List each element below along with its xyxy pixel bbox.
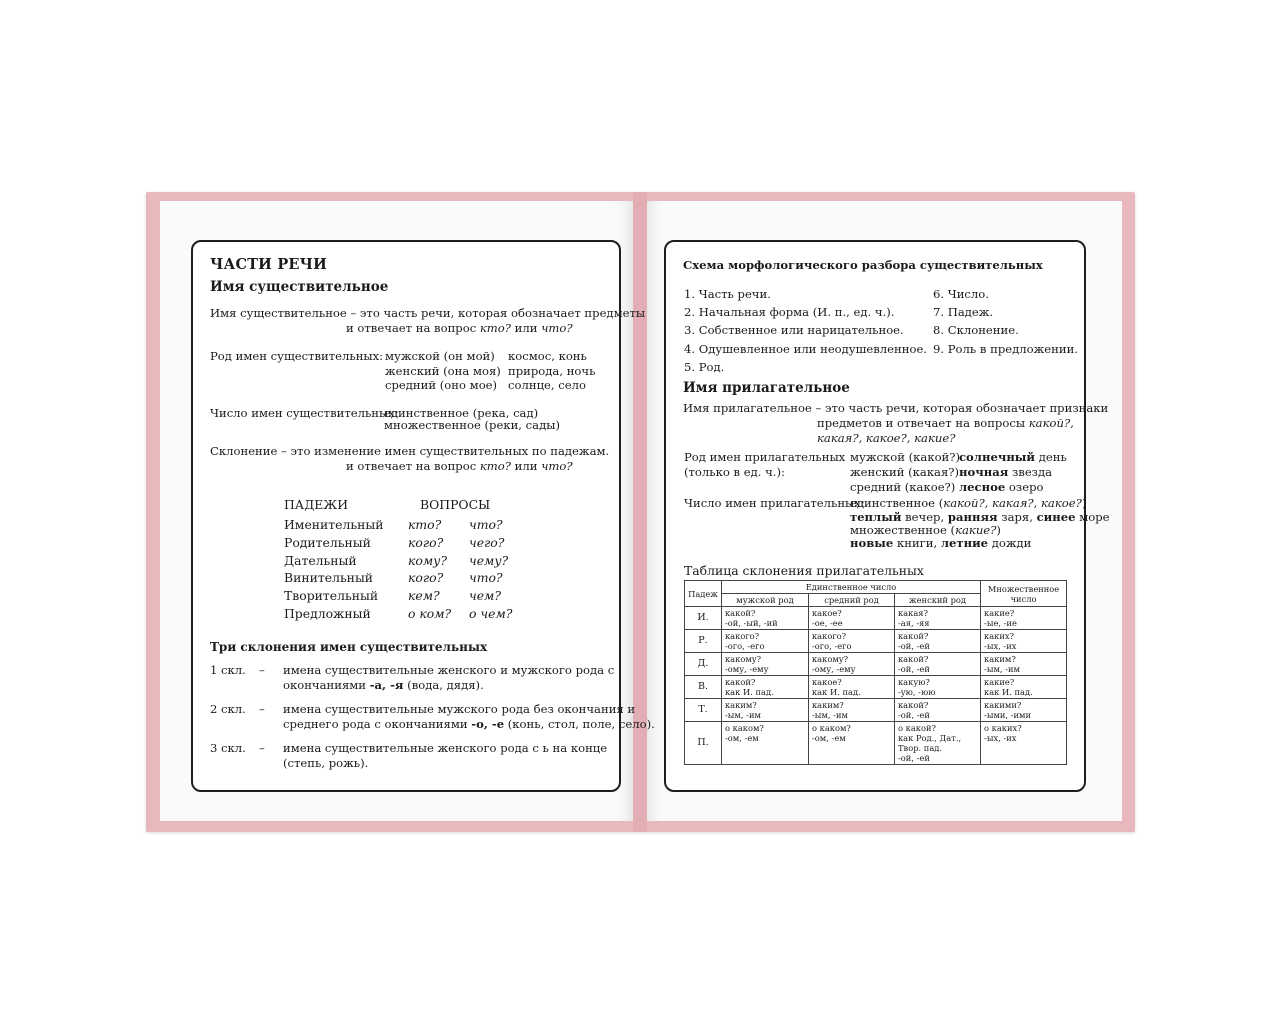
table-cell bbox=[722, 699, 809, 722]
noun-gender-form: средний (оно мое) bbox=[385, 378, 498, 392]
cell-ending: -ом, -ем bbox=[725, 733, 759, 743]
noun-gender-form: мужской (он мой) bbox=[385, 349, 495, 363]
cell-question: какого? bbox=[725, 631, 760, 641]
adjective-number-singular: единственное (какой?, какая?, какое?) bbox=[850, 496, 1087, 510]
case-question: чему? bbox=[469, 553, 509, 568]
table-row bbox=[685, 630, 1067, 653]
adjective-gender-example: ночная звезда bbox=[959, 465, 1053, 479]
case-question: чем? bbox=[469, 588, 501, 603]
case-question: о чем? bbox=[469, 606, 513, 621]
case-question: кем? bbox=[408, 588, 440, 603]
declension-text: окончаниями -а, -я (вода, дядя). bbox=[283, 678, 484, 692]
scheme-item: 4. Одушевленное или неодушевленное. bbox=[684, 342, 927, 356]
table-cell bbox=[895, 722, 981, 765]
case-question: что? bbox=[469, 517, 503, 532]
declension-definition-line1: Склонение – это изменение имен существительных по падежам. bbox=[210, 444, 610, 458]
declension-dash: – bbox=[259, 663, 265, 677]
cell-question: каких? bbox=[984, 631, 1015, 641]
table-cell bbox=[981, 653, 1067, 676]
case-question: кому? bbox=[408, 553, 447, 568]
cell-ending: как И. пад. bbox=[812, 687, 861, 697]
table-cell bbox=[981, 722, 1067, 765]
adjective-heading: Имя прилагательное bbox=[683, 380, 850, 396]
adjective-gender-label: Род имен прилагательных bbox=[684, 450, 846, 464]
cell-ending: Твор. пад. bbox=[898, 743, 943, 753]
cell-ending: -ым, -им bbox=[984, 664, 1020, 674]
declension-dash: – bbox=[259, 741, 265, 755]
noun-number-plural: множественное (реки, сады) bbox=[384, 418, 560, 432]
cell-question: какую? bbox=[898, 677, 930, 687]
adjective-gender-label-note: (только в ед. ч.): bbox=[684, 465, 785, 479]
table-case-label: В. bbox=[685, 676, 722, 699]
noun-gender-example: космос, конь bbox=[508, 349, 587, 363]
table-row bbox=[685, 676, 1067, 699]
table-header-case: Падеж bbox=[685, 581, 722, 607]
cell-ending: -ого, -его bbox=[725, 641, 765, 651]
cell-ending: -ому, -ему bbox=[812, 664, 856, 674]
cell-question: какой? bbox=[725, 677, 756, 687]
table-cell bbox=[722, 676, 809, 699]
declension-text: (степь, рожь). bbox=[283, 756, 369, 770]
table-cell bbox=[981, 607, 1067, 630]
adjective-number-plural: множественное (какие?) bbox=[850, 523, 1001, 537]
case-question: чего? bbox=[469, 535, 505, 550]
noun-gender-example: солнце, село bbox=[508, 378, 586, 392]
cell-ending: как Род., Дат., bbox=[898, 733, 962, 743]
adjective-gender-example: солнечный день bbox=[959, 450, 1067, 464]
cell-ending: -ой, -ей bbox=[898, 664, 930, 674]
scheme-item: 6. Число. bbox=[933, 287, 989, 301]
table-cell bbox=[809, 607, 895, 630]
table-cell bbox=[895, 653, 981, 676]
cell-ending: -ой, -ый, -ий bbox=[725, 618, 778, 628]
book-spine-gutter bbox=[633, 192, 647, 832]
cell-ending: -ой, -ей bbox=[898, 641, 930, 651]
cell-question: какая? bbox=[898, 608, 928, 618]
table-cell bbox=[722, 722, 809, 765]
table-cell bbox=[895, 676, 981, 699]
case-name: Дательный bbox=[284, 553, 357, 568]
table-header-plural: Множественное число bbox=[981, 581, 1067, 607]
cell-ending: -ым, -им bbox=[725, 710, 761, 720]
scheme-title: Схема морфологического разбора существительных bbox=[683, 258, 1043, 272]
declension-dash: – bbox=[259, 702, 265, 716]
cell-question: каким? bbox=[984, 654, 1016, 664]
table-row bbox=[685, 699, 1067, 722]
scheme-item: 8. Склонение. bbox=[933, 323, 1019, 337]
table-cell bbox=[722, 653, 809, 676]
adjective-gender-form: средний (какое?) bbox=[850, 480, 956, 494]
noun-gender-example: природа, ночь bbox=[508, 364, 596, 378]
adjective-number-label: Число имен прилагательных: bbox=[684, 496, 865, 510]
cell-question: каким? bbox=[812, 700, 844, 710]
cell-ending: -ой, -ей bbox=[898, 753, 930, 763]
noun-definition-line2: и отвечает на вопрос кто? или что? bbox=[346, 321, 573, 335]
adjective-declension-table bbox=[684, 580, 1067, 765]
cell-ending: -ая, -яя bbox=[898, 618, 930, 628]
noun-definition-line1: Имя существительное – это часть речи, которая обозначает предметы bbox=[210, 306, 646, 320]
case-name: Винительный bbox=[284, 570, 374, 585]
table-row bbox=[685, 653, 1067, 676]
declension-table-title: Таблица склонения прилагательных bbox=[684, 563, 924, 578]
scheme-item: 7. Падеж. bbox=[933, 305, 994, 319]
cell-ending: -ой, -ей bbox=[898, 710, 930, 720]
table-header-neuter: средний род bbox=[809, 594, 895, 607]
table-case-label: П. bbox=[685, 722, 722, 765]
cell-question: каким? bbox=[725, 700, 757, 710]
case-name: Творительный bbox=[284, 588, 379, 603]
cell-question: какой? bbox=[898, 700, 929, 710]
table-cell bbox=[809, 699, 895, 722]
table-case-label: И. bbox=[685, 607, 722, 630]
table-header-feminine: женский род bbox=[895, 594, 981, 607]
case-question: кто? bbox=[408, 517, 442, 532]
cell-question: какого? bbox=[812, 631, 847, 641]
table-cell bbox=[809, 630, 895, 653]
table-cell bbox=[809, 676, 895, 699]
adjective-gender-form: женский (какая?) bbox=[850, 465, 960, 479]
cell-ending: -ым, -им bbox=[812, 710, 848, 720]
declension-text: имена существительные женского рода с ь на конце bbox=[283, 741, 608, 755]
cell-ending: как И. пад. bbox=[725, 687, 774, 697]
cell-ending: -ое, -ее bbox=[812, 618, 843, 628]
three-declensions-heading: Три склонения имен существительных bbox=[210, 640, 488, 654]
noun-gender-label: Род имен существительных: bbox=[210, 349, 384, 363]
case-question: о ком? bbox=[408, 606, 452, 621]
cell-ending: как И. пад. bbox=[984, 687, 1033, 697]
table-header-singular: Единственное число bbox=[722, 581, 981, 594]
cell-ending: -ые, -ие bbox=[984, 618, 1017, 628]
case-question: кого? bbox=[408, 570, 444, 585]
declension-label: 2 скл. bbox=[210, 702, 246, 716]
table-cell bbox=[809, 722, 895, 765]
declension-label: 3 скл. bbox=[210, 741, 246, 755]
noun-heading: Имя существительное bbox=[210, 279, 389, 295]
cell-ending: -ых, -их bbox=[984, 733, 1017, 743]
case-name: Родительный bbox=[284, 535, 371, 550]
declension-text: имена существительные женского и мужского рода с bbox=[283, 663, 615, 677]
cell-question: какому? bbox=[812, 654, 849, 664]
table-header-masculine: мужской род bbox=[722, 594, 809, 607]
case-name: Предложный bbox=[284, 606, 371, 621]
table-cell bbox=[981, 630, 1067, 653]
cell-ending: -ого, -его bbox=[812, 641, 852, 651]
cell-question: какими? bbox=[984, 700, 1022, 710]
table-case-label: Т. bbox=[685, 699, 722, 722]
cell-question: о каких? bbox=[984, 723, 1022, 733]
cell-ending: -ому, -ему bbox=[725, 664, 769, 674]
case-question: что? bbox=[469, 570, 503, 585]
table-cell bbox=[895, 699, 981, 722]
table-row bbox=[685, 722, 1067, 765]
table-row bbox=[685, 607, 1067, 630]
noun-gender-form: женский (она моя) bbox=[385, 364, 501, 378]
cell-question: какой? bbox=[898, 631, 929, 641]
declension-label: 1 скл. bbox=[210, 663, 246, 677]
cell-ending: -ом, -ем bbox=[812, 733, 846, 743]
case-name: Именительный bbox=[284, 517, 384, 532]
cell-question: какой? bbox=[898, 654, 929, 664]
cell-ending: -ыми, -ими bbox=[984, 710, 1032, 720]
declension-text: имена существительные мужского рода без окончания и bbox=[283, 702, 636, 716]
table-case-label: Д. bbox=[685, 653, 722, 676]
cell-question: о какой? bbox=[898, 723, 936, 733]
adjective-definition-line2: предметов и отвечает на вопросы какой?, bbox=[817, 416, 1074, 430]
table-cell bbox=[895, 607, 981, 630]
cell-ending: -ую, -юю bbox=[898, 687, 936, 697]
page-title: ЧАСТИ РЕЧИ bbox=[210, 256, 328, 273]
adjective-gender-form: мужской (какой?) bbox=[850, 450, 961, 464]
cell-question: какому? bbox=[725, 654, 762, 664]
noun-number-label: Число имен существительных: bbox=[210, 406, 399, 420]
scheme-item: 1. Часть речи. bbox=[684, 287, 771, 301]
cell-ending: -ых, -их bbox=[984, 641, 1017, 651]
table-cell bbox=[809, 653, 895, 676]
questions-header: ВОПРОСЫ bbox=[420, 497, 491, 512]
scheme-item: 2. Начальная форма (И. п., ед. ч.). bbox=[684, 305, 895, 319]
table-case-label: Р. bbox=[685, 630, 722, 653]
table-cell bbox=[722, 630, 809, 653]
cell-question: какое? bbox=[812, 677, 842, 687]
adjective-definition-line1: Имя прилагательное – это часть речи, которая обозначает признаки bbox=[683, 401, 1109, 415]
declension-definition-line2: и отвечает на вопрос кто? или что? bbox=[346, 459, 573, 473]
table-cell bbox=[722, 607, 809, 630]
adjective-definition-line3: какая?, какое?, какие? bbox=[817, 431, 956, 445]
scheme-item: 5. Род. bbox=[684, 360, 725, 374]
table-cell bbox=[981, 676, 1067, 699]
cell-question: какое? bbox=[812, 608, 842, 618]
scheme-item: 9. Роль в предложении. bbox=[933, 342, 1078, 356]
cell-question: какие? bbox=[984, 608, 1015, 618]
table-cell bbox=[895, 630, 981, 653]
cell-question: о каком? bbox=[812, 723, 851, 733]
noun-number-singular: единственное (река, сад) bbox=[384, 406, 539, 420]
table-cell bbox=[981, 699, 1067, 722]
adjective-number-singular-examples: теплый вечер, ранняя заря, синее море bbox=[850, 510, 1110, 524]
cell-question: о каком? bbox=[725, 723, 764, 733]
declension-text: среднего рода с окончаниями -о, -е (конь, стол, поле, село). bbox=[283, 717, 655, 731]
cell-question: какие? bbox=[984, 677, 1015, 687]
adjective-gender-example: лесное озеро bbox=[959, 480, 1044, 494]
cell-question: какой? bbox=[725, 608, 756, 618]
scheme-item: 3. Собственное или нарицательное. bbox=[684, 323, 904, 337]
adjective-number-plural-examples: новые книги, летние дожди bbox=[850, 536, 1032, 550]
case-question: кого? bbox=[408, 535, 444, 550]
cases-header: ПАДЕЖИ bbox=[284, 497, 349, 512]
